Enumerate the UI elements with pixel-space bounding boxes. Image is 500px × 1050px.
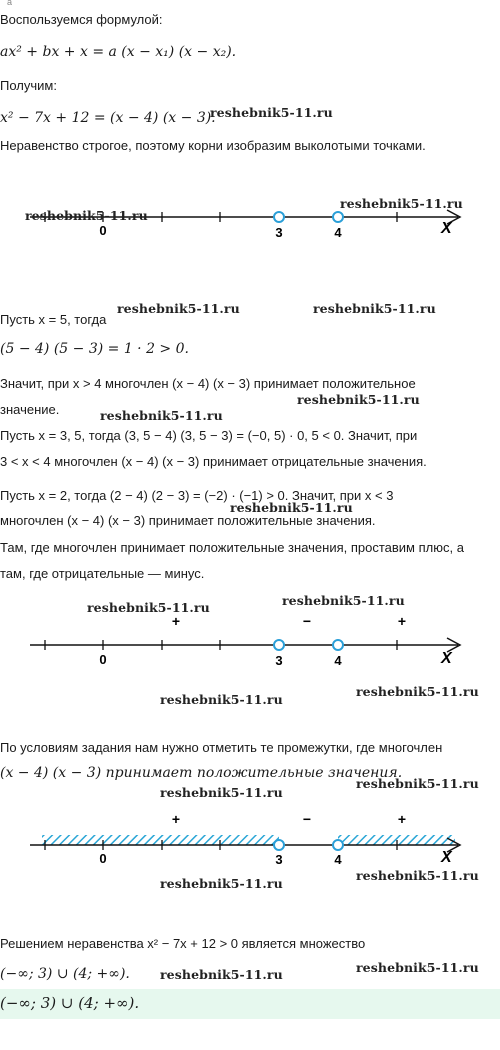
- label-4: 4: [334, 852, 342, 867]
- answer-box: [0, 989, 500, 1019]
- label-x: X: [441, 849, 452, 866]
- open-point-4: [333, 212, 343, 222]
- watermark: reshebnik5-11.ru: [117, 301, 240, 316]
- solution-line-b: (−∞; 3) ∪ (4; +∞).: [0, 966, 130, 982]
- watermark: reshebnik5-11.ru: [100, 408, 223, 423]
- number-line-solution: [0, 810, 500, 870]
- paragraph-result: Получим:: [0, 78, 57, 93]
- formula-factored: x² − 7x + 12 = (x − 4) (x − 3).: [0, 110, 216, 126]
- test1-conclusion-a: Значит, при x > 4 многочлен (x − 4) (x − 3) принимает положительное: [0, 376, 416, 391]
- label-4: 4: [334, 225, 342, 240]
- hatch-left-interval: [42, 835, 279, 845]
- signs-line-b: там, где отрицательные — минус.: [0, 566, 205, 581]
- sign-right: +: [397, 811, 407, 827]
- test1-intro: Пусть x = 5, тогда: [0, 312, 107, 327]
- watermark: reshebnik5-11.ru: [87, 600, 210, 615]
- watermark: reshebnik5-11.ru: [210, 105, 333, 120]
- label-4: 4: [334, 653, 342, 668]
- watermark: reshebnik5-11.ru: [282, 593, 405, 608]
- condition-line-a: По условиям задания нам нужно отметить те промежутки, где многочлен: [0, 740, 443, 755]
- label-x: X: [441, 650, 452, 667]
- test3-line-a: Пусть x = 2, тогда (2 − 4) (2 − 3) = (−2) · (−1) > 0. Значит, при x < 3: [0, 488, 394, 503]
- watermark: reshebnik5-11.ru: [160, 876, 283, 891]
- sign-right: +: [397, 613, 407, 629]
- watermark: reshebnik5-11.ru: [160, 967, 283, 982]
- number-line-signs: [0, 610, 500, 670]
- label-0: 0: [99, 652, 107, 667]
- watermark: reshebnik5-11.ru: [160, 692, 283, 707]
- label-3: 3: [275, 653, 283, 668]
- paragraph-strict: Неравенство строгое, поэтому корни изобразим выколотыми точками.: [0, 138, 426, 153]
- open-point-3: [274, 840, 284, 850]
- label-3: 3: [275, 225, 283, 240]
- watermark: reshebnik5-11.ru: [297, 392, 420, 407]
- test2-line-a: Пусть x = 3, 5, тогда (3, 5 − 4) (3, 5 − 3) = (−0, 5) · 0, 5 < 0. Значит, при: [0, 428, 418, 443]
- answer-text: (−∞; 3) ∪ (4; +∞).: [0, 994, 140, 1012]
- open-point-3: [274, 212, 284, 222]
- test3-line-b: многочлен (x − 4) (x − 3) принимает положительные значения.: [0, 513, 376, 528]
- sign-left: +: [171, 811, 181, 827]
- top-glyph: a: [7, 0, 13, 7]
- watermark: reshebnik5-11.ru: [356, 776, 479, 791]
- open-point-3: [274, 640, 284, 650]
- paragraph-intro: Воспользуемся формулой:: [0, 12, 163, 27]
- sign-middle: −: [302, 613, 312, 629]
- watermark: reshebnik5-11.ru: [313, 301, 436, 316]
- formula-general: ax² + bx + x = a (x − x₁) (x − x₂).: [0, 44, 237, 60]
- watermark: reshebnik5-11.ru: [356, 960, 479, 975]
- sign-middle: −: [302, 811, 312, 827]
- open-point-4: [333, 640, 343, 650]
- solution-line-a: Решением неравенства x² − 7x + 12 > 0 является множество: [0, 936, 366, 951]
- test1-calc: (5 − 4) (5 − 3) = 1 · 2 > 0.: [0, 341, 189, 357]
- watermark: reshebnik5-11.ru: [356, 684, 479, 699]
- test1-conclusion-b: значение.: [0, 402, 60, 417]
- signs-line-a: Там, где многочлен принимает положительные значения, проставим плюс, а: [0, 540, 464, 555]
- watermark: reshebnik5-11.ru: [160, 785, 283, 800]
- watermark: reshebnik5-11.ru: [356, 868, 479, 883]
- watermark: reshebnik5-11.ru: [230, 500, 353, 515]
- sign-left: +: [171, 613, 181, 629]
- label-0: 0: [99, 223, 107, 238]
- label-x: X: [441, 220, 452, 237]
- condition-line-b: (x − 4) (x − 3) принимает положительные значения.: [0, 765, 403, 781]
- test2-line-b: 3 < x < 4 многочлен (x − 4) (x − 3) принимает отрицательные значения.: [0, 454, 427, 469]
- watermark: reshebnik5-11.ru: [25, 208, 148, 223]
- watermark: reshebnik5-11.ru: [340, 196, 463, 211]
- open-point-4: [333, 840, 343, 850]
- label-3: 3: [275, 852, 283, 867]
- label-0: 0: [99, 851, 107, 866]
